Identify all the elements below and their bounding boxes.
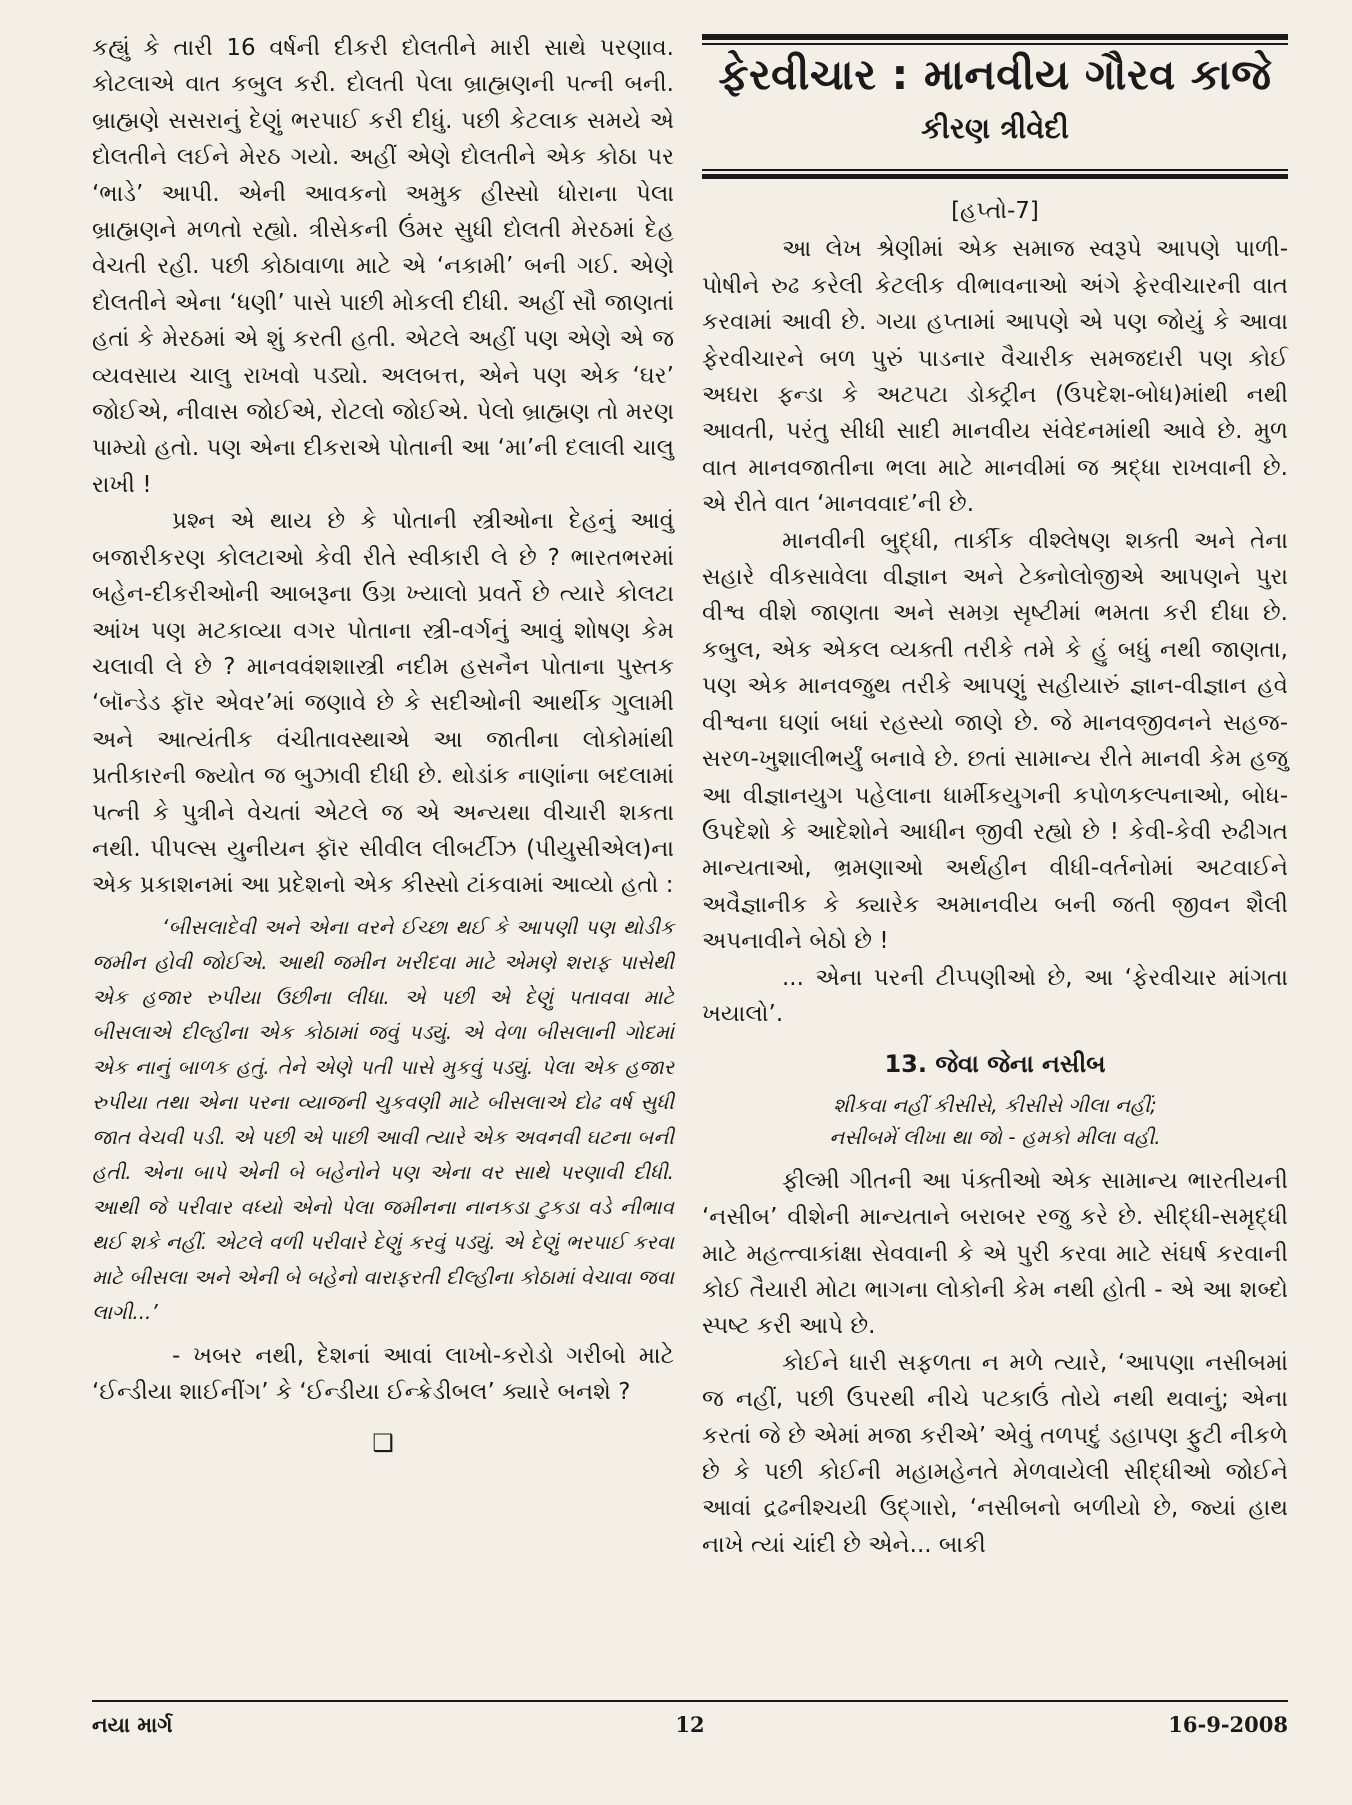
verse-line: શીકવા નહીં કીસીસે, કીસીસે ગીલા નહીં; bbox=[833, 1092, 1157, 1117]
footer-rule bbox=[92, 1700, 1288, 1702]
article-title: ફેરવીચાર : માનવીય ગૌરવ કાજે bbox=[718, 50, 1272, 99]
paragraph: ... એના પરની ટીપ્પણીઓ છે, આ ‘ફેરવીચાર માંગતા ખયાલો’. bbox=[702, 964, 1288, 1027]
paragraph: પ્રશ્ન એ થાય છે કે પોતાની સ્ત્રીઓના દેહનું આવું બજારીકરણ કોલટાઓ કેવી રીતે સ્વીકારી લે છે ? ભારતભરમાં બહેન-દીકરીઓની આબરૂના ઉગ્ર ખ્યાલો પ્રવર્તે છે ત્યારે કોલટા આંખ પણ મટકાવ્યા વગર પોતાના સ્ત્રી-વર્ગનું આવું શોષણ કેમ ચલાવી લે છે ? માનવવંશશાસ્ત્રી નદીમ હસનૈન પોતાના પુસ્તક ‘બૉન્ડેડ ફૉર એવર’માં જણાવે છે કે સદીઓની આર્થીક ગુલામી અને આત્યંતીક વંચીતાવસ્થાએ આ જાતીના લોકોમાંથી પ્રતીકારની જ્યોત જ બુઝાવી દીધી છે. થોડાંક નાણાંના બદલામાં પત્ની કે પુત્રીને વેચતાં એટલે જ એ અન્યથા વીચારી શકતા નથી. પીપલ્સ યુનીયન ફૉર સીવીલ લીબર્ટીઝ (પીયુસીએલ)ના એક પ્રકાશનમાં આ પ્રદેશનો એક કીસ્સો ટાંકવામાં આવ્યો હતો : bbox=[92, 508, 674, 899]
title-rule-bottom bbox=[702, 174, 1288, 179]
left-column bbox=[92, 30, 674, 1461]
article-author: કીરણ ત્રીવેદી bbox=[921, 111, 1069, 145]
publication-name: નયા માર્ગ bbox=[92, 1712, 173, 1737]
paragraph: ફીલ્મી ગીતની આ પંક્તીઓ એક સામાન્ય ભારતીયની ‘નસીબ’ વીશેની માન્યતાને બરાબર રજુ કરે છે. સીદ્ધી-સમૃદ્ધી માટે મહત્ત્વાકાંક્ષા સેવવાની કે એ પુરી કરવા માટે સંઘર્ષ કરવાની કોઈ તૈયારી મોટા ભાગના લોકોની કેમ નથી હોતી - એ આ શબ્દો સ્પષ્ટ કરી આપે છે. bbox=[702, 1167, 1288, 1340]
issue-date: 16-9-2008 bbox=[1168, 1712, 1288, 1737]
paragraph: આ લેખ શ્રેણીમાં એક સમાજ સ્વરૂપે આપણે પાળી-પોષીને રુઢ કરેલી કેટલીક વીભાવનાઓ અંગે ફેરવીચારની વાત કરવામાં આવી છે. ગયા હપ્તામાં આપણે એ પણ જોયું કે આવા ફેરવીચારને બળ પુરું પાડનાર વૈચારીક સમજદારી પણ કોઈ અઘરા ફન્ડા કે અટપટા ડોક્ટ્રીન (ઉપદેશ-બોધ)માંથી નથી આવતી, પરંતુ સીધી સાદી માનવીય સંવેદનમાંથી આવે છે. મુળ વાત માનવજાતીના ભલા માટે માનવીમાં જ શ્રદ્ધા રાખવાની છે. એ રીતે વાત ‘માનવવાદ’ની છે. bbox=[702, 236, 1288, 518]
title-rule-top bbox=[702, 34, 1288, 40]
verse-line: નસીબમેં લીખા થા જો - હમકો મીલા વહી. bbox=[829, 1124, 1161, 1149]
paragraph: - ખબર નથી, દેશનાં આવાં લાખો-કરોડો ગરીબો માટે ‘ઈન્ડીયા શાઈનીંગ’ કે ‘ઈન્ડીયા ઈન્ક્રેડીબલ’ ક્યારે બનશે ? bbox=[92, 1342, 674, 1406]
paragraph: માનવીની બુદ્ધી, તાર્કીક વીશ્લેષણ શક્તી અને તેના સહારે વીકસાવેલા વીજ્ઞાન અને ટેક્નોલોજીએ આપણને પુરા વીશ્વ વીશે જાણતા અને સમગ્ર સૃષ્ટીમાં ભમતા કરી દીધા છે. કબુલ, એક એકલ વ્યક્તી તરીકે તમે કે હું બધું નથી જાણતા, પણ એક માનવજુથ તરીકે આપણું સહીયારું જ્ઞાન-વીજ્ઞાન હવે વીશ્વના ઘણાં બધાં રહસ્યો જાણે છે. જે માનવજીવનને સહજ-સરળ-ખુશાલીભર્યું બનાવે છે. છતાં સામાન્ય રીતે માનવી કેમ હજુ આ વીજ્ઞાનયુગ પહેલાના ધાર્મીકયુગની કપોળકલ્પનાઓ, બોધ-ઉપદેશો કે આદેશોને આધીન જીવી રહ્યો છે ! કેવી-કેવી રુઢીગત માન્યતાઓ, ભ્રમણાઓ અર્થહીન વીધી-વર્તનોમાં અટવાઈને અવૈજ્ઞાનીક કે ક્યારેક અમાનવીય બની જતી જીવન શૈલી અપનાવીને બેઠો છે ! bbox=[702, 527, 1288, 955]
title-rule-bottom-thin bbox=[702, 169, 1288, 171]
paragraph: કોઈને ધારી સફળતા ન મળે ત્યારે, ‘આપણા નસીબમાં જ નહીં, પછી ઉપરથી નીચે પટકાઉં તોયે નથી થવાનું; એના કરતાં જે છે એમાં મજા કરીએ’ એવું તળપદું ડહાપણ ફુટી નીકળે છે કે પછી કોઈની મહામહેનતે મેળવાયેલી સીદ્ધીઓ જોઈને આવાં દ્રઢનીશ્ચયી ઉદ્ગારો, ‘નસીબનો બળીયો છે, જ્યાં હાથ નાખે ત્યાં ચાંદી છે એને... બાકી bbox=[702, 1349, 1288, 1558]
block-quote: ‘બીસલાદેવી અને એના વરને ઈચ્છા થઈ કે આપણી પણ થોડીક જમીન હોવી જોઈએ. આથી જમીન ખરીદવા માટે એમણે શરાફ પાસેથી એક હજાર રુપીયા ઉછીના લીધા. એ પછી એ દેણું પતાવવા માટે બીસલાએ દીલ્હીના એક કોઠામાં જવું પડ્યું. એ વેળા બીસલાની ગોદમાં એક નાનું બાળક હતું. તેને એણે પતી પાસે મુકવું પડ્યું. પેલા એક હજાર રુપીયા તથા એના પરના વ્યાજની ચુકવણી માટે બીસલાએ દોઢ વર્ષ સુધી જાત વેચવી પડી. એ પછી એ પાછી આવી ત્યારે એક અવનવી ઘટના બની હતી. એના બાપે એની બે બહેનોને પણ એના વર સાથે પરણાવી દીધી. આથી જે પરીવાર વધ્યો એનો પેલા જમીનના નાનકડા ટુકડા વડે નીભાવ થઈ શકે નહીં. એટલે વળી પરીવારે દેણું કરવું પડ્યું. એ દેણું ભરપાઈ કરવા માટે બીસલા અને એની બે બહેનો વારાફરતી દીલ્હીના કોઠામાં વેચાવા જવા લાગી...’ bbox=[92, 914, 674, 1324]
verse bbox=[702, 1089, 1288, 1153]
episode-label: [હપ્તો-7] bbox=[951, 198, 1039, 224]
section-heading: 13. જેવા જેના નસીબ bbox=[884, 1050, 1106, 1079]
end-of-article-mark: ❑ bbox=[372, 1428, 394, 1457]
page-number: 12 bbox=[675, 1712, 705, 1737]
paragraph: કહ્યું કે તારી 16 વર્ષની દીકરી દોલતીને મારી સાથે પરણાવ. કોટલાએ વાત કબુલ કરી. દોલતી પેલા બ્રાહ્મણની પત્ની બની. બ્રાહ્મણે સસરાનું દેણું ભરપાઈ કરી દીધું. પછી કેટલાક સમયે એ દોલતીને લઈને મેરઠ ગયો. અહીં એણે દોલતીને એક કોઠા પર ‘ભાડે’ આપી. એની આવકનો અમુક હીસ્સો ધોરાના પેલા બ્રાહ્મણને મળતો રહ્યો. ત્રીસેકની ઉંમર સુધી દોલતી મેરઠમાં દેહ વેચતી રહી. પછી કોઠાવાળા માટે એ ‘નકામી’ બની ગઈ. એણે દોલતીને એના ‘ધણી’ પાસે પાછી મોકલી દીધી. અહીં સૌ જાણતાં હતાં કે મેરઠમાં એ શું કરતી હતી. એટલે અહીં પણ એણે એ જ વ્યવસાય ચાલુ રાખવો પડ્યો. અલબત્ત, એને પણ એક ‘ઘર’ જોઈએ, નીવાસ જોઈએ, રોટલો જોઈએ. પેલો બ્રાહ્મણ તો મરણ પામ્યો હતો. પણ એના દીકરાએ પોતાની આ ‘મા’ની દલાલી ચાલુ રાખી ! bbox=[92, 35, 674, 498]
right-column bbox=[702, 34, 1288, 1563]
